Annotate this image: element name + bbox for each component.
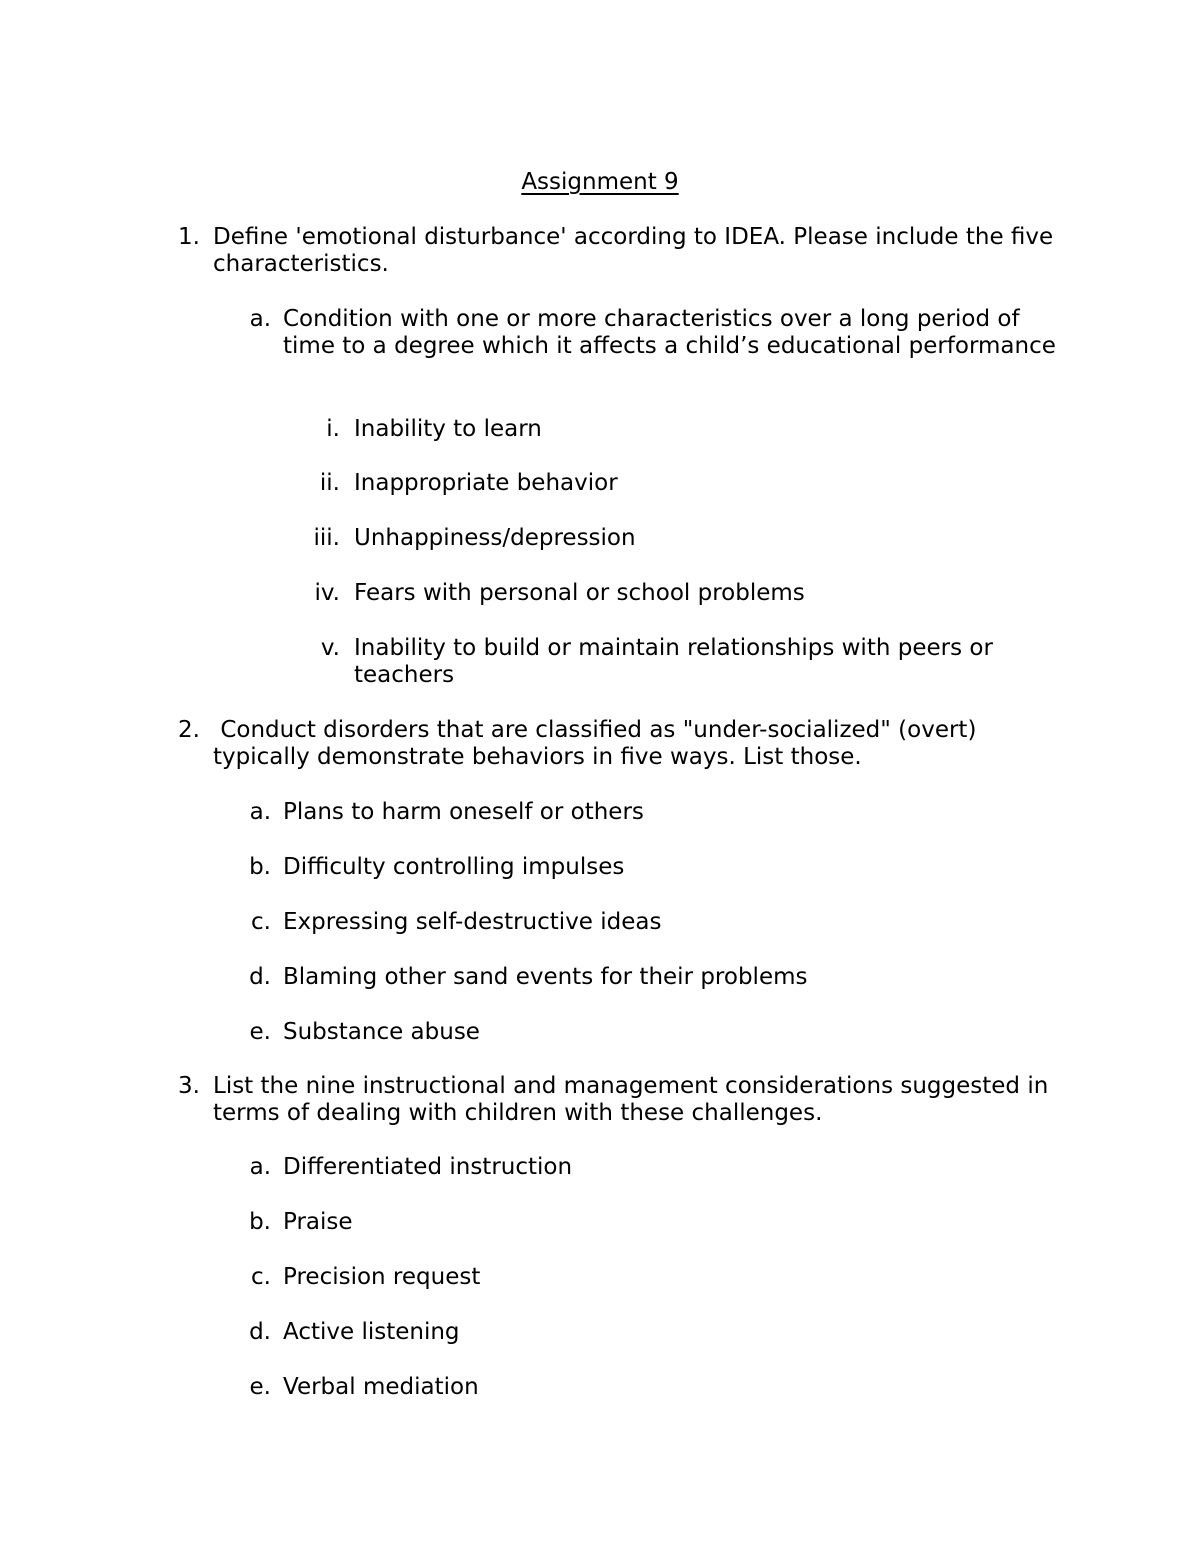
item-marker: c.: [251, 909, 271, 935]
item-marker: c.: [251, 1264, 271, 1290]
sub-item-text: Unhappiness/depression: [354, 525, 636, 551]
item-text: Plans to harm oneself or others: [283, 799, 644, 825]
item-marker: a.: [249, 799, 271, 825]
sub-item-text: Inability to build or maintain relationships with peers or teachers: [354, 635, 993, 688]
sub-item-marker: iii.: [313, 525, 340, 551]
item-marker: b.: [249, 1209, 271, 1235]
sub-item-marker: ii.: [319, 470, 340, 496]
question-number: 2.: [178, 717, 200, 743]
item-marker: e.: [249, 1374, 271, 1400]
item-text: Blaming other sand events for their problems: [283, 964, 808, 990]
item-text: Active listening: [283, 1319, 460, 1345]
sub-item-marker: iv.: [314, 580, 340, 606]
item-text: Praise: [283, 1209, 353, 1235]
sub-item-text: Inappropriate behavior: [354, 470, 618, 496]
item-text: Differentiated instruction: [283, 1154, 573, 1180]
question-text: Conduct disorders that are classified as "under-socialized" (overt) typically demonstrate behaviors in five ways. List those.: [213, 717, 984, 770]
sub-item-marker: i.: [326, 416, 340, 442]
item-marker: b.: [249, 854, 271, 880]
question-number: 3.: [178, 1073, 200, 1099]
sub-item-text: Inability to learn: [354, 416, 542, 442]
item-text: Expressing self-destructive ideas: [283, 909, 662, 935]
item-text: Verbal mediation: [283, 1374, 479, 1400]
sub-item-text: Fears with personal or school problems: [354, 580, 805, 606]
item-marker: e.: [249, 1019, 271, 1045]
page-title: Assignment 9: [521, 169, 679, 195]
item-text: Precision request: [283, 1264, 481, 1290]
sub-item-marker: v.: [320, 635, 340, 661]
question-text: Define 'emotional disturbance' according to IDEA. Please include the five characteristics.: [213, 224, 1054, 277]
item-marker: d.: [249, 1319, 271, 1345]
item-text: Substance abuse: [283, 1019, 480, 1045]
item-marker: a.: [249, 306, 271, 332]
question-number: 1.: [178, 224, 200, 250]
item-text: Condition with one or more characteristics over a long period of time to a degree which it affects a child’s educational performance: [283, 306, 1056, 359]
item-marker: d.: [249, 964, 271, 990]
item-marker: a.: [249, 1154, 271, 1180]
item-text: Difficulty controlling impulses: [283, 854, 625, 880]
question-text: List the nine instructional and management considerations suggested in terms of dealing with children with these challenges.: [213, 1073, 1049, 1126]
